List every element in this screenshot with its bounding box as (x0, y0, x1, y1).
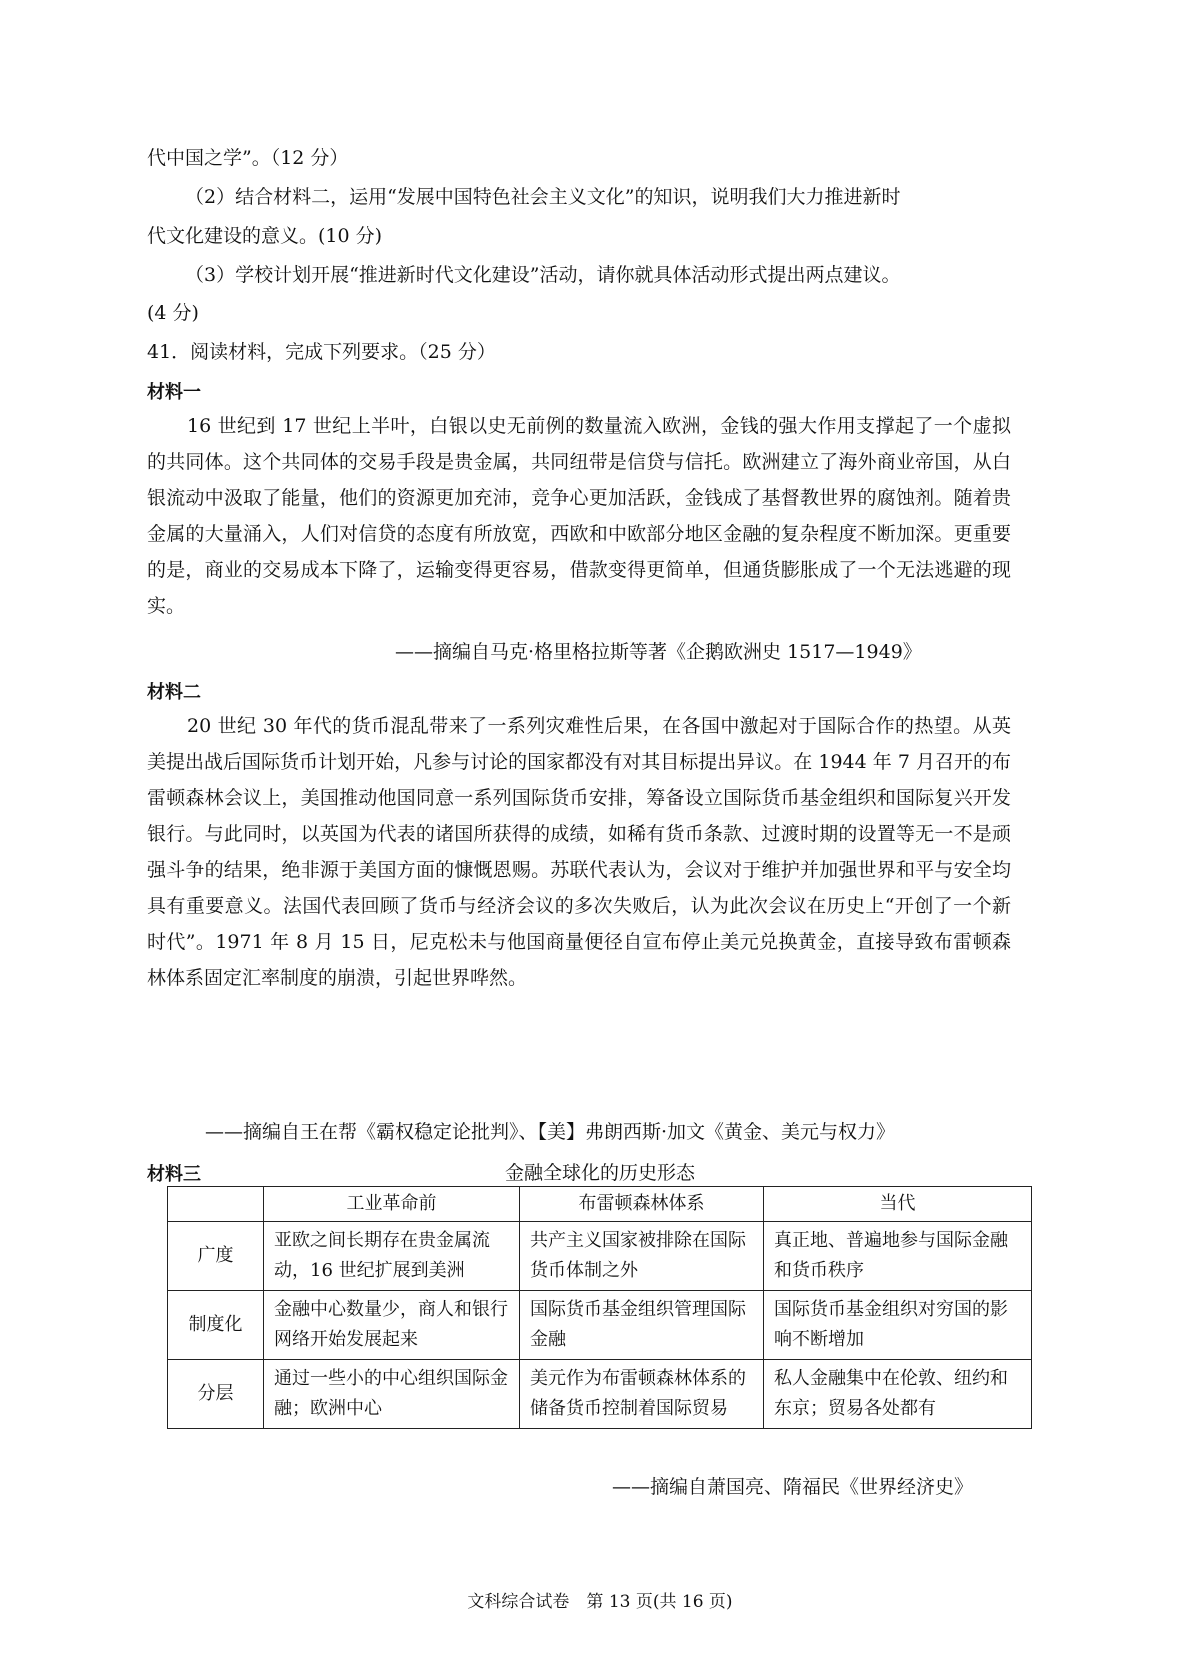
finance-globalization-table (167, 1186, 1032, 1429)
material1-source: ——摘编自马克·格里格拉斯等著《企鹅欧洲史 1517—1949》 (395, 641, 922, 663)
q40-sub3-line2: (4 分) (147, 302, 199, 324)
table-cell: 共产主义国家被排除在国际货币体制之外 (520, 1222, 764, 1291)
table-header-contemporary: 当代 (764, 1187, 1032, 1222)
material3-source: ——摘编自萧国亮、隋福民《世界经济史》 (612, 1476, 974, 1498)
material2-text (147, 708, 1011, 996)
material2-source: ——摘编自王在帮《霸权稳定论批判》、【美】弗朗西斯·加文《黄金、美元与权力》 (205, 1121, 896, 1143)
material1-label: 材料一 (147, 382, 201, 403)
table-row (168, 1291, 1032, 1360)
row-head-breadth: 广度 (168, 1222, 264, 1291)
table-cell: 通过一些小的中心组织国际金融；欧洲中心 (264, 1360, 520, 1429)
q40-sub3-line1: （3）学校计划开展“推进新时代文化建设”活动，请你就具体活动形式提出两点建议。 (185, 264, 901, 286)
table-cell: 私人金融集中在伦敦、纽约和东京；贸易各处都有 (764, 1360, 1032, 1429)
table-cell: 国际货币基金组织对穷国的影响不断增加 (764, 1291, 1032, 1360)
table-header-row (168, 1187, 1032, 1222)
q40-sub2-line1: （2）结合材料二，运用“发展中国特色社会主义文化”的知识，说明我们大力推进新时 (185, 186, 901, 208)
q41-title: 41．阅读材料，完成下列要求。（25 分） (147, 341, 496, 363)
table-title: 金融全球化的历史形态 (504, 1162, 695, 1184)
table-header-pre-industrial: 工业革命前 (264, 1187, 520, 1222)
row-head-institutionalization: 制度化 (168, 1291, 264, 1360)
table-header-bretton-woods: 布雷顿森林体系 (520, 1187, 764, 1222)
table-cell: 国际货币基金组织管理国际金融 (520, 1291, 764, 1360)
row-head-stratification: 分层 (168, 1360, 264, 1429)
material2-body: 20 世纪 30 年代的货币混乱带来了一系列灾难性后果，在各国中激起对于国际合作的热望。从英美提出战后国际货币计划开始，凡参与讨论的国家都没有对其目标提出异议。在 1944 年 7 月召开的布雷顿森林会议上，美国推动他国同意一系列国际货币安排，筹备设立国际货币基金组织和国际复兴开发银行。与此同时，以英国为代表的诸国所获得的成绩，如稀有货币条款、过渡时期的设置等无一不是顽强斗争的结果，绝非源于美国方面的慷慨恩赐。苏联代表认为，会议对于维护并加强世界和平与安全均具有重要意义。法国代表回顾了货币与经济会议的多次失败后，认为此次会议在历史上“开创了一个新时代”。1971 年 8 月 15 日，尼克松未与他国商量便径自宣布停止美元兑换黄金，直接导致布雷顿森林体系固定汇率制度的崩溃，引起世界哗然。 (147, 715, 1011, 989)
q40-sub2-line2: 代文化建设的意义。(10 分) (147, 225, 383, 247)
table-row (168, 1222, 1032, 1291)
material2-label: 材料二 (147, 682, 201, 703)
table-cell: 亚欧之间长期存在贵金属流动，16 世纪扩展到美洲 (264, 1222, 520, 1291)
table-cell: 金融中心数量少，商人和银行网络开始发展起来 (264, 1291, 520, 1360)
material1-body: 16 世纪到 17 世纪上半叶，白银以史无前例的数量流入欧洲，金钱的强大作用支撑起了一个虚拟的共同体。这个共同体的交易手段是贵金属，共同纽带是信贷与信托。欧洲建立了海外商业帝国，从白银流动中汲取了能量，他们的资源更加充沛，竞争心更加活跃，金钱成了基督教世界的腐蚀剂。随着贵金属的大量涌入，人们对信贷的态度有所放宽，西欧和中欧部分地区金融的复杂程度不断加深。更重要的是，商业的交易成本下降了，运输变得更容易，借款变得更简单，但通货膨胀成了一个无法逃避的现实。 (147, 415, 1011, 617)
q40-line-end: 代中国之学”。（12 分） (147, 147, 349, 169)
material1-text (147, 408, 1011, 624)
material3-label: 材料三 (147, 1164, 201, 1185)
table-header-corner (168, 1187, 264, 1222)
table-row (168, 1360, 1032, 1429)
page-footer: 文科综合试卷 第 13 页(共 16 页) (467, 1592, 733, 1612)
table-cell: 美元作为布雷顿森林体系的储备货币控制着国际贸易 (520, 1360, 764, 1429)
table-cell: 真正地、普遍地参与国际金融和货币秩序 (764, 1222, 1032, 1291)
